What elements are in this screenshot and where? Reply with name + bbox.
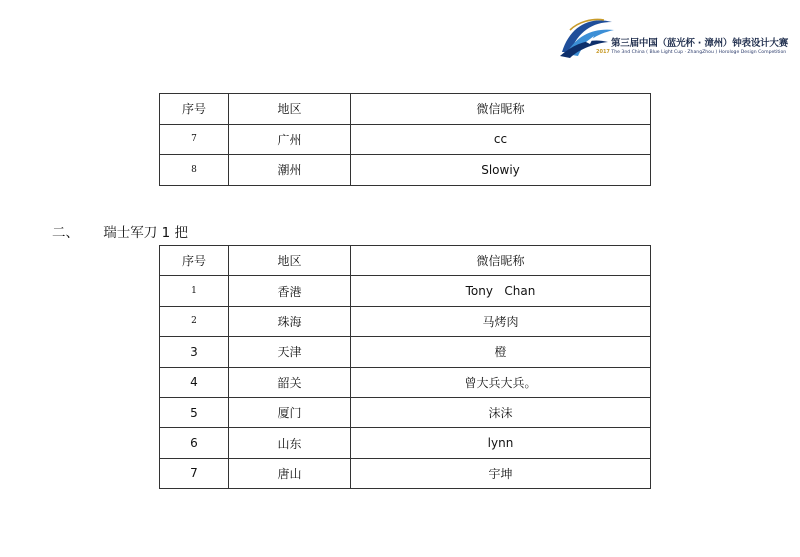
region-cell: 珠海 xyxy=(229,306,351,336)
wechat-name-cell: 宇坤 xyxy=(351,458,651,488)
table-row xyxy=(160,124,651,155)
table-row xyxy=(160,458,651,488)
wechat-name-cell: cc xyxy=(351,124,651,155)
table-row xyxy=(160,306,651,336)
logo-subtitle xyxy=(596,49,786,55)
header-cell-index: 序号 xyxy=(160,246,229,276)
table-row xyxy=(160,155,651,186)
index-cell: 7 xyxy=(160,458,229,488)
winners-table-1 xyxy=(159,93,651,186)
table-row xyxy=(160,276,651,306)
wechat-name-cell: 曾大兵大兵。 xyxy=(351,367,651,397)
index-cell: 1 xyxy=(160,276,229,306)
header-cell-index: 序号 xyxy=(160,94,229,125)
logo-title: 第三届中国（蓝光杯 · 漳州）钟表设计大赛 xyxy=(611,38,789,49)
logo-subtitle-text: The 3nd China ( Blue Light Cup · ZhangZhou ) Horologe Design Competition xyxy=(611,50,787,55)
index-cell: 4 xyxy=(160,367,229,397)
index-cell: 5 xyxy=(160,397,229,427)
competition-logo xyxy=(556,12,788,60)
table-header-row xyxy=(160,94,651,125)
wechat-name-cell: Slowiy xyxy=(351,155,651,186)
logo-year: 2017 xyxy=(596,49,610,55)
header-cell-wechat: 微信昵称 xyxy=(351,94,651,125)
region-cell: 潮州 xyxy=(229,155,351,186)
table-row xyxy=(160,397,651,427)
section-title: 瑞士军刀 1 把 xyxy=(103,225,188,241)
region-cell: 唐山 xyxy=(229,458,351,488)
region-cell: 韶关 xyxy=(229,367,351,397)
section-number: 二、 xyxy=(52,225,79,241)
table-row xyxy=(160,428,651,458)
region-cell: 山东 xyxy=(229,428,351,458)
index-cell: 7 xyxy=(160,124,229,155)
index-cell: 8 xyxy=(160,155,229,186)
table-header-row xyxy=(160,246,651,276)
region-cell: 香港 xyxy=(229,276,351,306)
region-cell: 广州 xyxy=(229,124,351,155)
index-cell: 2 xyxy=(160,306,229,336)
winners-table-2 xyxy=(159,245,651,489)
wechat-name-cell: Tony Chan xyxy=(351,276,651,306)
table-row xyxy=(160,367,651,397)
section-heading xyxy=(52,221,188,241)
wechat-name-cell: 沫沫 xyxy=(351,397,651,427)
wechat-name-cell: 马烤肉 xyxy=(351,306,651,336)
header-cell-region: 地区 xyxy=(229,246,351,276)
region-cell: 天津 xyxy=(229,337,351,367)
index-cell: 3 xyxy=(160,337,229,367)
index-cell: 6 xyxy=(160,428,229,458)
header-cell-wechat: 微信昵称 xyxy=(351,246,651,276)
wechat-name-cell: 橙 xyxy=(351,337,651,367)
table-row xyxy=(160,337,651,367)
wechat-name-cell: lynn xyxy=(351,428,651,458)
region-cell: 厦门 xyxy=(229,397,351,427)
header-cell-region: 地区 xyxy=(229,94,351,125)
